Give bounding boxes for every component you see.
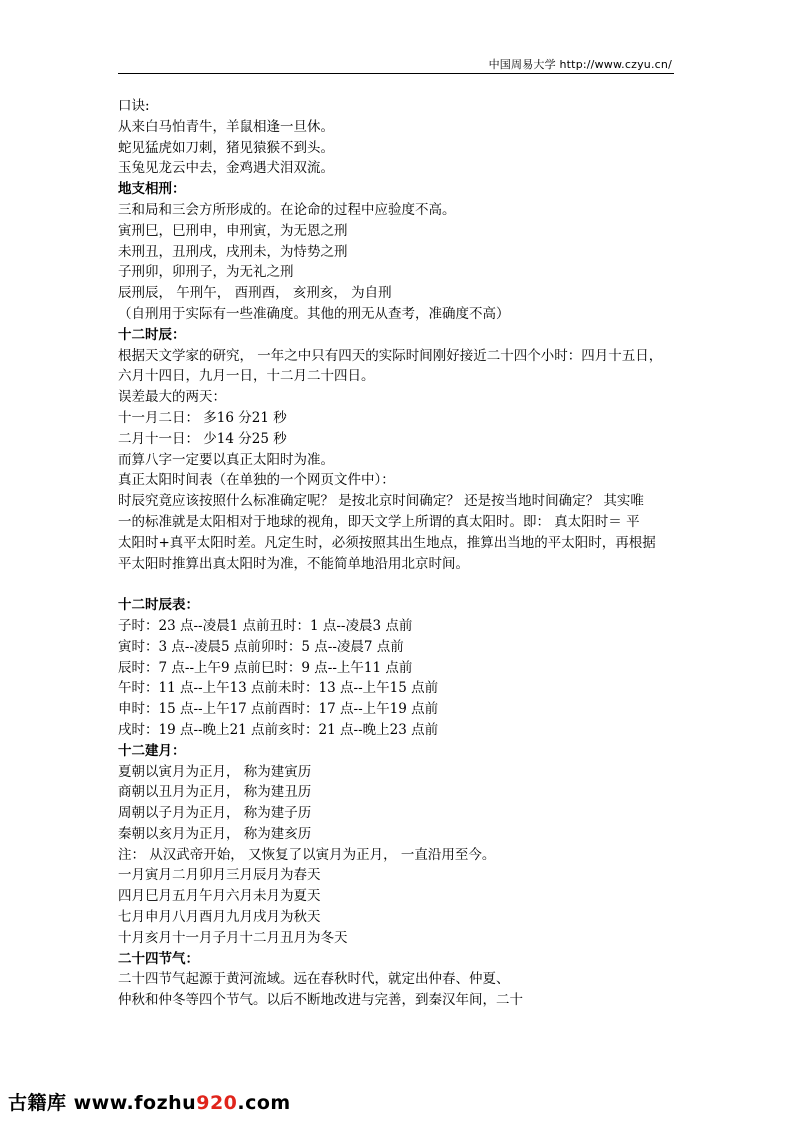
text-line: 申时：15 点--上午17 点前酉时：17 点--上午19 点前 bbox=[118, 701, 439, 718]
text-line: 一的标准就是太阳相对于地球的视角，即天文学上所谓的真太阳时。即： 真太阳时＝ 平 bbox=[118, 513, 640, 530]
text-line: 注： 从汉武帝开始， 又恢复了以寅月为正月， 一直沿用至今。 bbox=[118, 846, 496, 863]
text-line: 三和局和三会方所形成的。在论命的过程中应验度不高。 bbox=[118, 201, 456, 218]
footer-number: 920 bbox=[196, 1092, 238, 1114]
text-line: 寅时：3 点--凌晨5 点前卯时：5 点--凌晨7 点前 bbox=[118, 638, 404, 655]
text-line: 子刑卯，卯刑子，为无礼之刑 bbox=[118, 264, 294, 281]
text-line: （自刑用于实际有一些准确度。其他的刑无从查考，准确度不高） bbox=[118, 305, 510, 322]
text-line: 口诀: bbox=[118, 98, 150, 114]
text-line: 秦朝以亥月为正月， 称为建亥历 bbox=[118, 825, 312, 842]
text-line: 午时：11 点--上午13 点前未时：13 点--上午15 点前 bbox=[118, 680, 439, 697]
text-line: 太阳时+真平太阳时差。凡定生时，必须按照其出生地点，推算出当地的平太阳时，再根据 bbox=[118, 534, 656, 551]
text-line: 夏朝以寅月为正月， 称为建寅历 bbox=[118, 763, 312, 780]
text-line: 时辰究竟应该按照什么标准确定呢？ 是按北京时间确定？ 还是按当地时间确定？ 其实唯 bbox=[118, 493, 644, 510]
text-line: 根据天文学家的研究， 一年之中只有四天的实际时间刚好接近二十四个小时：四月十五日， bbox=[118, 347, 663, 364]
header-site-text: 中国周易大学 http://www.czyu.cn/ bbox=[488, 58, 672, 71]
text-line: 四月巳月五月午月六月未月为夏天 bbox=[118, 888, 321, 905]
text-line: 误差最大的两天： bbox=[118, 389, 226, 406]
blank-line bbox=[118, 574, 698, 595]
text-line: 一月寅月二月卯月三月辰月为春天 bbox=[118, 867, 321, 884]
text-line: 十一月二日： 多16 分21 秒 bbox=[118, 409, 287, 426]
section-heading: 十二建月： bbox=[118, 742, 186, 759]
text-line: 真正太阳时间表（在单独的一个网页文件中）： bbox=[118, 472, 395, 489]
section-heading: 十二时辰表： bbox=[118, 597, 199, 614]
footer-prefix: 古籍库 www.fozhu bbox=[8, 1092, 197, 1114]
text-line: 六月十四日，九月一日，十二月二十四日。 bbox=[118, 368, 375, 385]
section-heading: 二十四节气： bbox=[118, 950, 199, 967]
text-line: 戌时：19 点--晚上21 点前亥时：21 点--晚上23 点前 bbox=[118, 721, 439, 738]
text-line: 十月亥月十一月子月十二月丑月为冬天 bbox=[118, 929, 348, 946]
text-line: 而算八字一定要以真正太阳时为准。 bbox=[118, 451, 334, 468]
section-heading: 地支相刑： bbox=[118, 181, 186, 198]
text-line: 仲秋和仲冬等四个节气。以后不断地改进与完善，到秦汉年间，二十 bbox=[118, 992, 523, 1009]
text-line: 辰刑辰， 午刑午， 酉刑酉， 亥刑亥， 为自刑 bbox=[118, 285, 392, 302]
footer-suffix: .com bbox=[237, 1092, 291, 1114]
text-line: 平太阳时推算出真太阳时为准，不能简单地沿用北京时间。 bbox=[118, 555, 469, 572]
text-line: 蛇见猛虎如刀刺，猪见猿猴不到头。 bbox=[118, 139, 334, 156]
text-line: 辰时：7 点--上午9 点前巳时：9 点--上午11 点前 bbox=[118, 659, 413, 676]
text-line: 商朝以丑月为正月， 称为建丑历 bbox=[118, 784, 312, 801]
text-line: 子时：23 点--凌晨1 点前丑时：1 点--凌晨3 点前 bbox=[118, 617, 413, 634]
section-heading: 十二时辰： bbox=[118, 326, 186, 343]
footer-watermark bbox=[8, 1088, 291, 1115]
text-line: 周朝以子月为正月， 称为建子历 bbox=[118, 805, 312, 822]
text-line: 二十四节气起源于黄河流域。远在春秋时代，就定出仲春、仲夏、 bbox=[118, 971, 510, 988]
text-line: 从来白马怕青牛，羊鼠相逢一旦休。 bbox=[118, 118, 334, 135]
page-header bbox=[118, 55, 674, 74]
text-line: 七月申月八月酉月九月戌月为秋天 bbox=[118, 909, 321, 926]
document-body bbox=[118, 96, 698, 1011]
text-line: 寅刑巳，巳刑申，申刑寅，为无恩之刑 bbox=[118, 222, 348, 239]
text-line: 未刑丑，丑刑戌，戌刑未，为恃势之刑 bbox=[118, 243, 348, 260]
text-line: 玉兔见龙云中去，金鸡遇犬泪双流。 bbox=[118, 160, 334, 177]
text-line: 二月十一日： 少14 分25 秒 bbox=[118, 430, 287, 447]
